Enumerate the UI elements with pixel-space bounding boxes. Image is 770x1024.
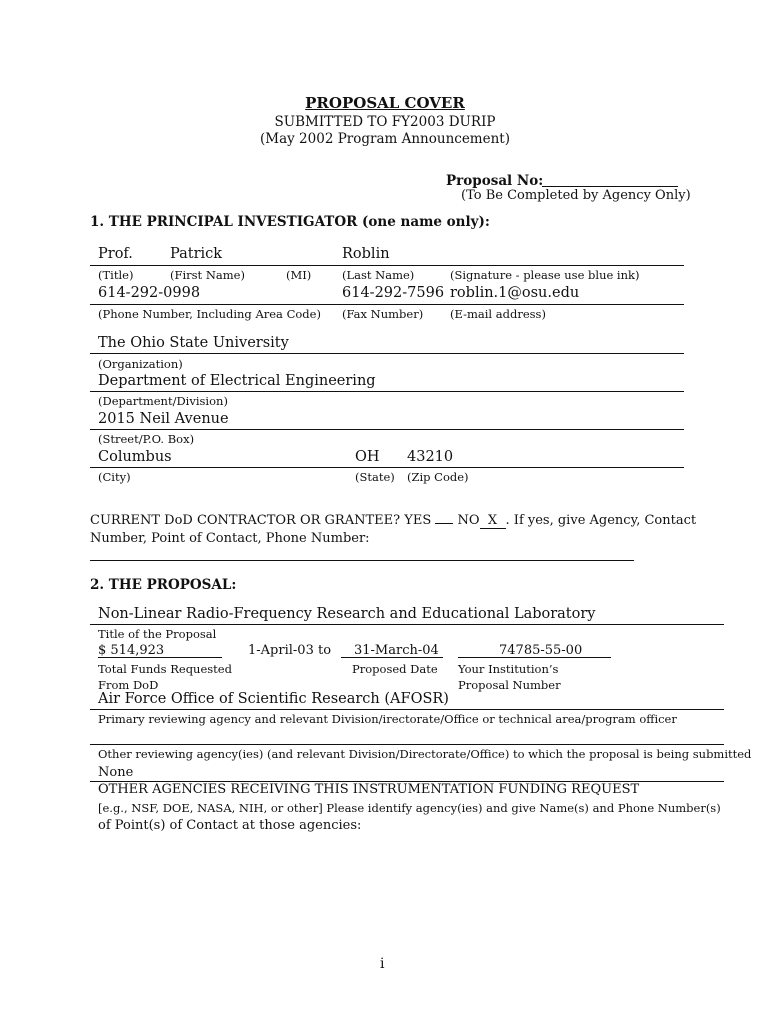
pi-zip[interactable]: 43210 <box>407 449 454 465</box>
contractor-question-text: CURRENT DoD CONTRACTOR OR GRANTEE? YES <box>90 513 432 528</box>
contractor-followup: . If yes, give Agency, Contact <box>505 513 697 528</box>
cap-inst-2: Proposal Number <box>458 678 561 692</box>
cap-organization: (Organization) <box>98 357 183 371</box>
cap-state: (State) <box>355 470 395 484</box>
cap-department: (Department/Division) <box>98 394 228 408</box>
pi-city[interactable]: Columbus <box>98 449 172 465</box>
inst-number-line <box>458 657 611 658</box>
pi-first-name[interactable]: Patrick <box>170 246 223 262</box>
page-number: i <box>380 956 385 972</box>
proposal-title-line <box>90 624 724 625</box>
proposal-heading: 2. THE PROPOSAL: <box>90 577 237 593</box>
pi-contact-line <box>90 304 684 305</box>
institution-proposal-number[interactable]: 74785-55-00 <box>499 643 583 658</box>
cap-last-name: (Last Name) <box>342 268 415 282</box>
proposal-no-field[interactable] <box>542 186 678 187</box>
other-agency-value[interactable]: None <box>98 765 134 780</box>
pi-department[interactable]: Department of Electrical Engineering <box>98 373 376 389</box>
cap-zip: (Zip Code) <box>407 470 469 484</box>
pi-fax[interactable]: 614-292-7596 <box>342 285 445 301</box>
yes-blank[interactable] <box>435 523 453 524</box>
pi-street[interactable]: 2015 Neil Avenue <box>98 411 229 427</box>
street-line <box>90 429 684 430</box>
cap-email: (E-mail address) <box>450 307 546 321</box>
pi-last-name[interactable]: Roblin <box>342 246 390 262</box>
funds-line <box>98 657 222 658</box>
pi-name-line <box>90 265 684 266</box>
cap-fax: (Fax Number) <box>342 307 424 321</box>
city-line <box>90 467 684 468</box>
proposal-no-note: (To Be Completed by Agency Only) <box>461 188 691 203</box>
cap-inst-1: Your Institution’s <box>458 662 559 676</box>
contractor-question <box>90 513 696 529</box>
pi-state[interactable]: OH <box>355 449 380 465</box>
cap-signature: (Signature - please use blue ink) <box>450 268 640 282</box>
cap-title: (Title) <box>98 268 134 282</box>
primary-agency-line <box>90 709 724 710</box>
no-mark[interactable]: X <box>480 513 506 529</box>
cap-first-name: (First Name) <box>170 268 245 282</box>
cap-proposal-title: Title of the Proposal <box>98 627 217 641</box>
funds-requested[interactable]: $ 514,923 <box>98 643 165 658</box>
end-date-line <box>341 657 443 658</box>
cap-mi: (MI) <box>286 268 312 282</box>
other-agency-line <box>90 744 724 745</box>
org-line <box>90 353 684 354</box>
other-agencies-note-2: of Point(s) of Contact at those agencies: <box>98 818 362 833</box>
proposal-title[interactable]: Non-Linear Radio-Frequency Research and Educational Laboratory <box>98 606 596 622</box>
cap-other-agency: Other reviewing agency(ies) (and relevant Division/Directorate/Office) to which the proposal is being submitted <box>98 747 752 761</box>
pi-title[interactable]: Prof. <box>98 246 133 262</box>
pi-organization[interactable]: The Ohio State University <box>98 335 289 351</box>
other-agencies-heading: OTHER AGENCIES RECEIVING THIS INSTRUMENTATION FUNDING REQUEST <box>98 782 640 797</box>
pi-email[interactable]: roblin.1@osu.edu <box>450 285 580 301</box>
contractor-question-line2: Number, Point of Contact, Phone Number: <box>90 531 370 546</box>
cap-street: (Street/P.O. Box) <box>98 432 195 446</box>
cap-proposed-date: Proposed Date <box>352 662 438 676</box>
announcement: (May 2002 Program Announcement) <box>260 131 510 147</box>
cap-funds-2: From DoD <box>98 678 159 692</box>
submitted-to: SUBMITTED TO FY2003 DURIP <box>274 114 496 130</box>
end-date[interactable]: 31-March-04 <box>354 643 439 658</box>
cap-funds-1: Total Funds Requested <box>98 662 232 676</box>
page-title: PROPOSAL COVER <box>305 94 465 112</box>
other-agencies-note: [e.g., NSF, DOE, NASA, NIH, or other] Please identify agency(ies) and give Name(s) and Phone Number(s) <box>98 801 721 815</box>
contractor-answer-line[interactable] <box>90 560 634 561</box>
pi-heading: 1. THE PRINCIPAL INVESTIGATOR (one name only): <box>90 214 490 230</box>
start-date[interactable]: 1-April-03 to <box>248 643 332 658</box>
no-label: NO <box>457 513 480 528</box>
pi-phone[interactable]: 614-292-0998 <box>98 285 201 301</box>
cap-primary-agency: Primary reviewing agency and relevant Division/irectorate/Office or technical area/program officer <box>98 712 677 726</box>
dept-line <box>90 391 684 392</box>
proposal-no-label: Proposal No: <box>446 173 544 189</box>
cap-city: (City) <box>98 470 131 484</box>
cap-phone: (Phone Number, Including Area Code) <box>98 307 321 321</box>
primary-agency[interactable]: Air Force Office of Scientific Research (AFOSR) <box>98 691 449 707</box>
